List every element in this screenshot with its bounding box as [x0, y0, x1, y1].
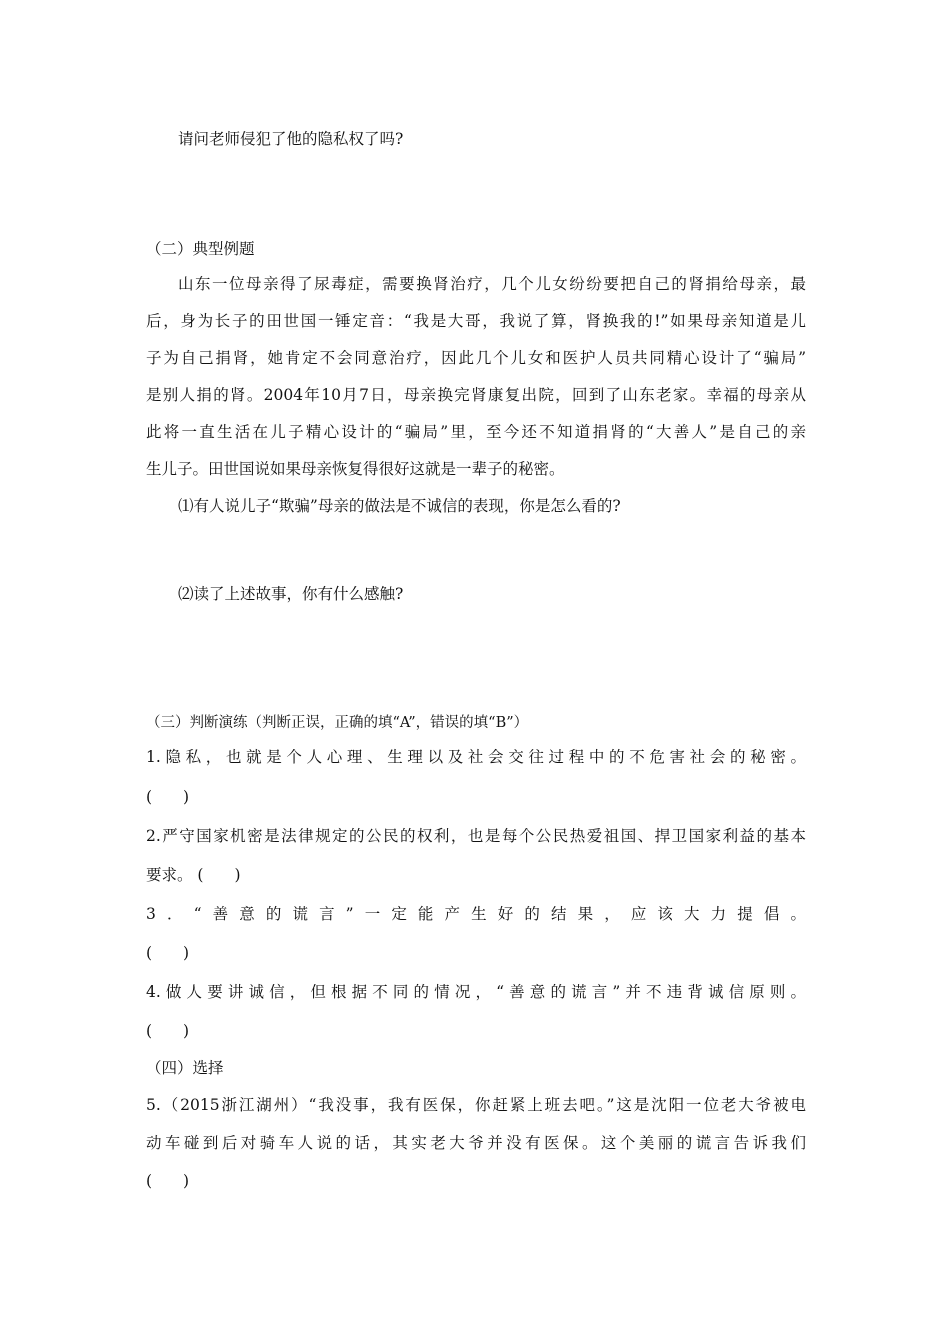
section-heading-choice: （四）选择 [146, 1059, 224, 1077]
passage-line: 生儿子。田世国说如果母亲恢复得很好这就是一辈子的秘密。 [146, 460, 565, 478]
passage-line: 山东一位母亲得了尿毒症，需要换肾治疗，几个儿女纷纷要把自己的肾捐给母亲，最 [178, 275, 806, 293]
passage-line: 子为自己捐肾，她肯定不会同意治疗，因此几个儿女和医护人员共同精心设计了“骗局” [146, 349, 806, 367]
judgment-item-1-blank: ( ) [146, 788, 190, 806]
passage-line: 后，身为长子的田世国一锤定音：“我是大哥，我说了算，肾换我的!”如果母亲知道是儿 [146, 312, 806, 330]
judgment-item-4-blank: ( ) [146, 1022, 190, 1040]
choice-item-5-line: 动车碰到后对骑车人说的话，其实老大爷并没有医保。这个美丽的谎言告诉我们 [146, 1134, 806, 1152]
choice-item-5-blank: ( ) [146, 1172, 190, 1190]
judgment-item-3-blank: ( ) [146, 944, 190, 962]
choice-item-5-line: 5.（2015浙江湖州）“我没事，我有医保，你赶紧上班去吧。”这是沈阳一位老大爷被电 [146, 1096, 806, 1114]
section-heading-true-false: （三）判断演练（判断正误，正确的填“A”，错误的填“B”） [146, 715, 529, 731]
judgment-item-3: 3．“善意的谎言”一定能产生好的结果，应该大力提倡。 [146, 905, 806, 923]
privacy-question: 请问老师侵犯了他的隐私权了吗? [178, 130, 404, 148]
example-question-2: ⑵读了上述故事，你有什么感触? [178, 585, 404, 603]
judgment-item-4: 4.做人要讲诚信，但根据不同的情况，“善意的谎言”并不违背诚信原则。 [146, 983, 806, 1001]
passage-line: 是别人捐的肾。2004年10月7日，母亲换完肾康复出院，回到了山东老家。幸福的母亲从 [146, 386, 806, 404]
judgment-item-1: 1.隐私，也就是个人心理、生理以及社会交往过程中的不危害社会的秘密。 [146, 748, 806, 766]
passage-line: 此将一直生活在儿子精心设计的“骗局”里，至今还不知道捐肾的“大善人”是自己的亲 [146, 423, 806, 441]
judgment-item-2-blank: 要求。 ( ) [146, 866, 241, 884]
section-heading-typical-example: （二）典型例题 [146, 240, 255, 258]
example-question-1: ⑴有人说儿子“欺骗”母亲的做法是不诚信的表现，你是怎么看的? [178, 497, 621, 515]
judgment-item-2: 2.严守国家机密是法律规定的公民的权利，也是每个公民热爱祖国、捍卫国家利益的基本 [146, 827, 806, 845]
